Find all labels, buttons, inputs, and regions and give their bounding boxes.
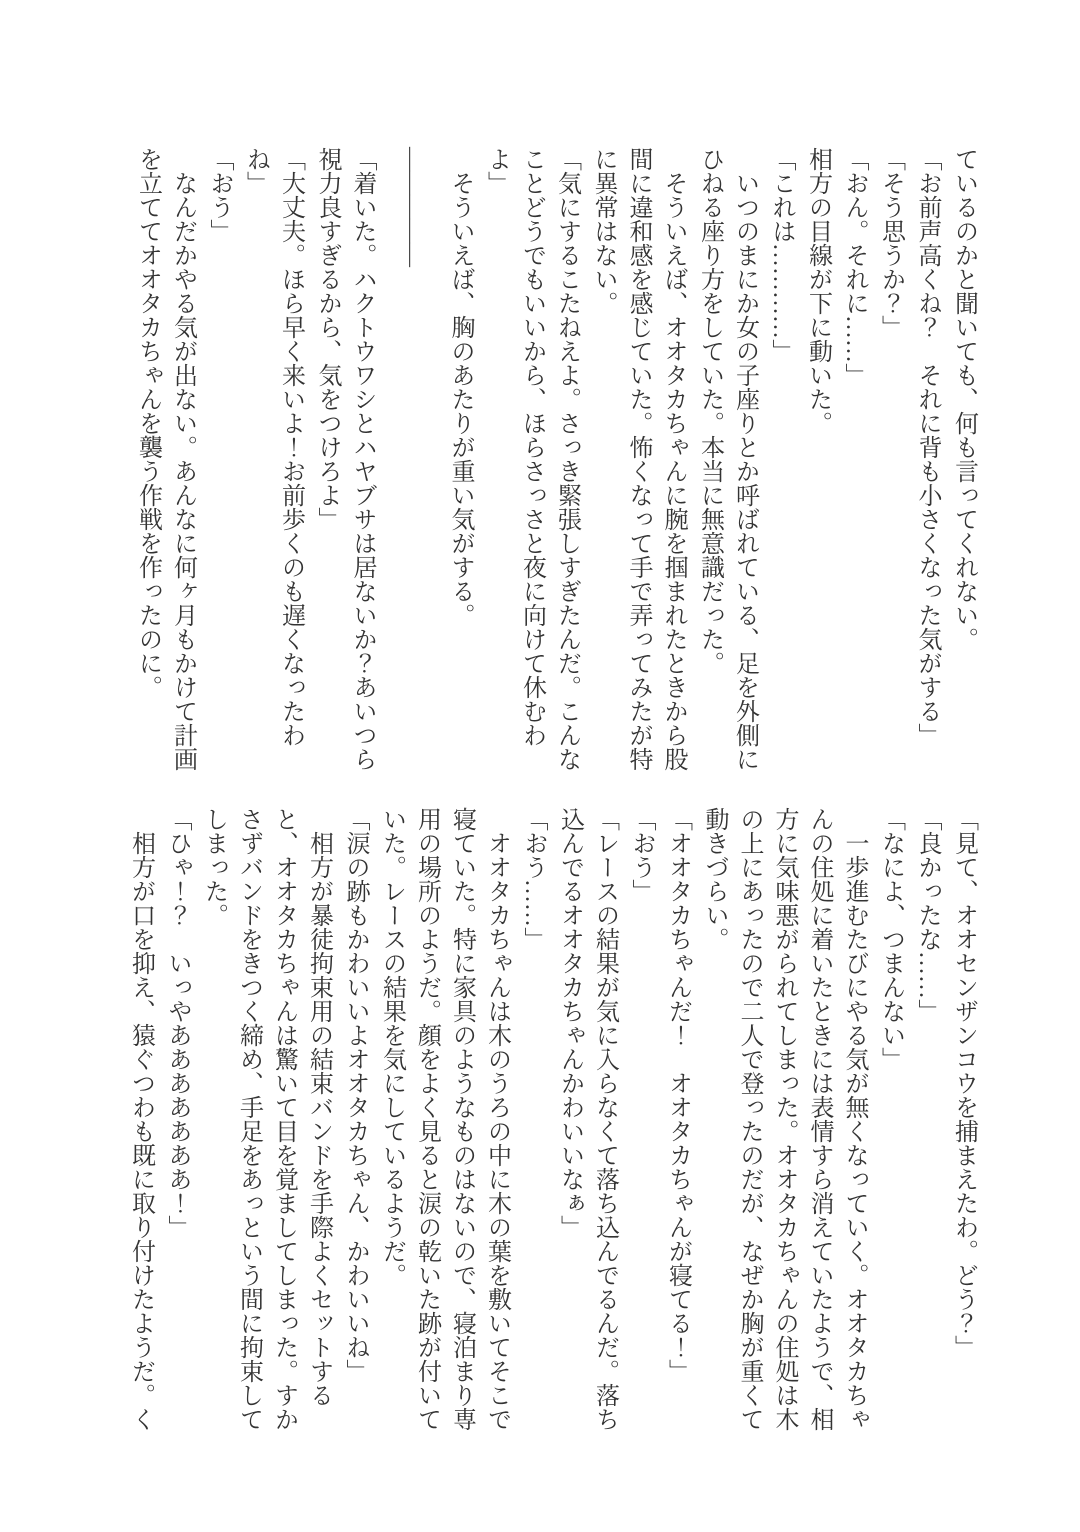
paragraph-narration: 相方が口を抑え、猿ぐつわも既に取り付けたようだ。く [127, 831, 154, 1431]
paragraph-dialogue: 「大丈夫。ほら早く来いよ！お前歩くのも遅くなったわね」 [242, 147, 304, 747]
paragraph-dialogue: 「涙の跡もかわいいよオオタカちゃん、かわいいね」 [342, 807, 368, 1383]
paragraph-dialogue: 「着いた。ハクトウワシとハヤブサは居ないか？あいつら視力良すぎるから、気をつけろよ」 [314, 147, 375, 771]
paragraph-narration: オオタカちゃんは木のうろの中に木の葉を敷いてそこで寝ていた。特に家具のようなものはないので、寝泊まり専用の場所のようだ。顔をよく見ると涙の乾いた跡が付いていた。レースの結果を気にしているようだ。 [378, 807, 510, 1431]
paragraph-dialogue: 「見て、オオセンザンコウを捕まえたわ。どう？」 [950, 807, 977, 1359]
paragraph-narration: ているのかと聞いても、何も言ってくれない。 [950, 147, 977, 651]
paragraph-narration: いつのまにか女の子座りとか呼ばれている、足を外側にひねる座り方をしていた。本当に無意識だった。 [696, 147, 758, 771]
paragraph-narration: そういえば、オオタカちゃんに腕を掴まれたときから股間に違和感を感じていた。怖くなって手で弄ってみたが特に異常はない。 [590, 147, 686, 771]
top-text-block [128, 147, 982, 772]
paragraph-narration: 一歩進むたびにやる気が無くなっていく。オオタカちゃんの住処に着いたときには表情すら消えていたようで、相方に気味悪がられてしまった。オオタカちゃんの住処は木の上にあったので二人で登ったのだが、なぜか胸が重くて動きづらい。 [701, 807, 867, 1431]
paragraph-dialogue: 「気にするこたねえよ。さっき緊張しすぎたんだ。こんなことどうでもいいから、ほらさっさと夜に向けて休むわよ」 [483, 147, 580, 771]
paragraph-dialogue: 「そう思うか？」 [877, 147, 904, 339]
paragraph-narration: 相方が暴徒拘束用の結束バンドを手際よくセットすると、オオタカちゃんは驚いて目を覚ましてしまった。すかさずバンドをきつく締め、手足をあっという間に拘束してしまった。 [200, 807, 332, 1431]
paragraph-dialogue: 「レースの結果が気に入らなくて落ち込んでるんだ。落ち込んでるオオタカちゃんかわいいなぁ」 [556, 807, 618, 1431]
bottom-text-block [121, 807, 982, 1432]
paragraph-dialogue: 「なによ、つまんない」 [877, 807, 904, 1071]
paragraph-dialogue: 「これは…………」 [768, 147, 794, 363]
paragraph-dialogue: 「おう」 [206, 147, 232, 243]
paragraph-dialogue: 「良かったな……」 [914, 807, 940, 1023]
paragraph-dialogue: 「ひゃ！？ いっやあああああああ！」 [164, 807, 190, 1239]
paragraph-dialogue: 「おう」 [628, 807, 654, 903]
paragraph-narration: そういえば、胸のあたりが重い気がする。 [447, 171, 473, 627]
paragraph-dialogue: 「おう……」 [520, 807, 546, 951]
paragraph-narration: なんだかやる気が出ない。あんなに何ヶ月もかけて計画を立ててオオタカちゃんを襲う作戦を作ったのに。 [134, 147, 196, 771]
paragraph-narration: 相方の目線が下に動いた。 [804, 147, 831, 435]
paragraph-dialogue: 「おん。それに……」 [841, 147, 867, 387]
paragraph-dialogue: 「お前声高くね？ それに背も小さくなった気がする」 [914, 147, 940, 747]
paragraph-dialogue: 「オオタカちゃんだ！ オオタカちゃんが寝てる！」 [664, 807, 691, 1383]
section-divider: ――――― [398, 147, 424, 267]
